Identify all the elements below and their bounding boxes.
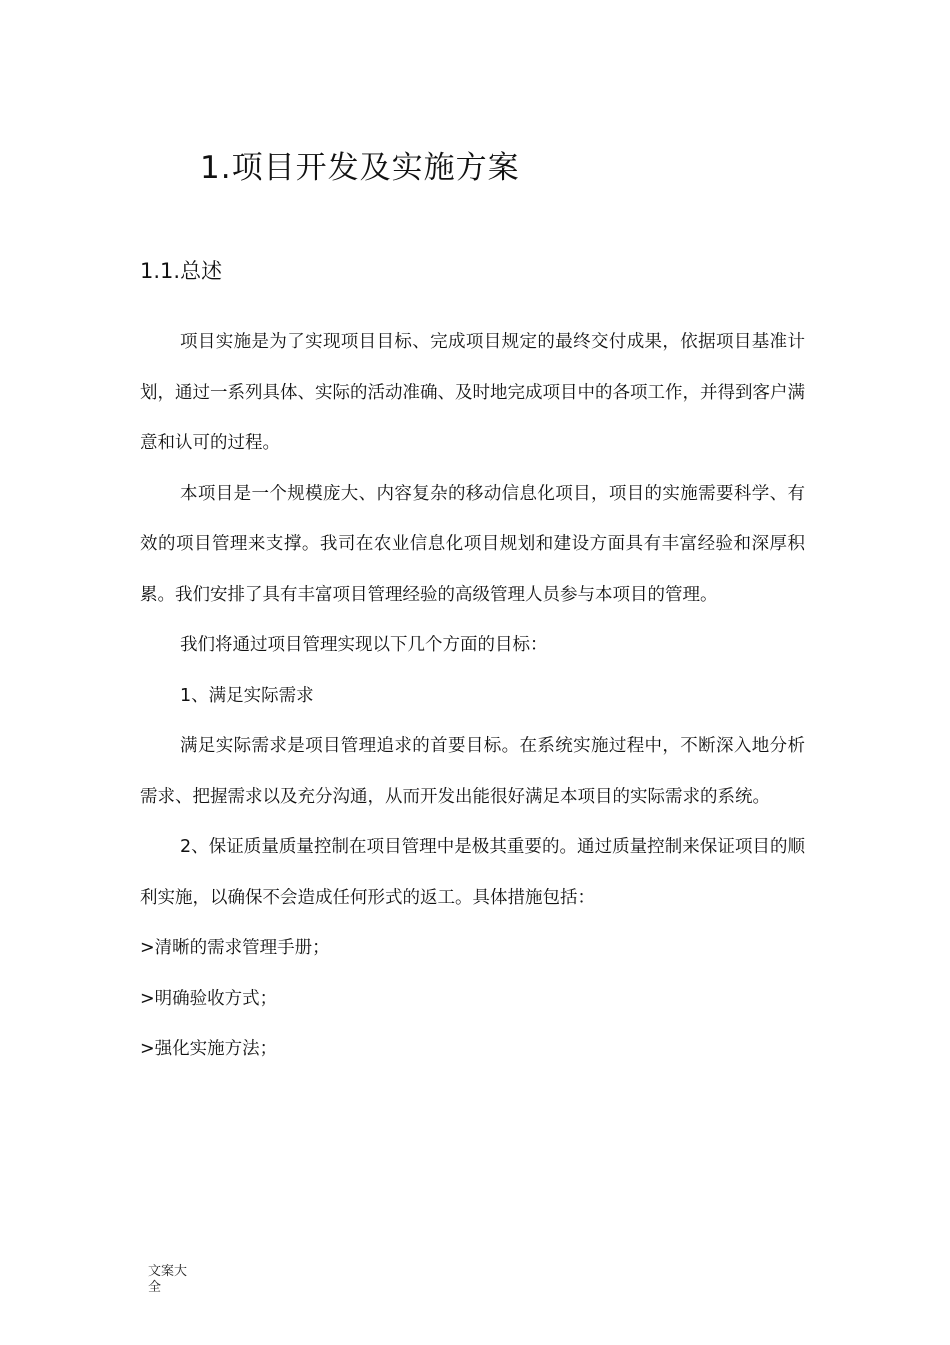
subsection-title: 1.1.总述	[140, 259, 223, 283]
paragraph-goals-intro: 我们将通过项目管理实现以下几个方面的目标：	[180, 635, 548, 655]
paragraph-goal-2: 2、保证质量质量控制在项目管理中是极其重要的。通过质量控制来保证项目的顺利实施，以确保不会造成任何形式的返工。具体措施包括：	[140, 837, 805, 908]
bullet-item: >强化实施方法；	[140, 1039, 278, 1059]
paragraph-overview: 项目实施是为了实现项目目标、完成项目规定的最终交付成果，依据项目基准计划，通过一系列具体、实际的活动准确、及时地完成项目中的各项工作，并得到客户满意和认可的过程。	[140, 332, 805, 453]
goal-heading-1: 1、满足实际需求	[180, 685, 314, 706]
section-title: 1.项目开发及实施方案	[200, 150, 520, 186]
bullet-item: >明确验收方式；	[140, 988, 278, 1009]
bullet-item: >清晰的需求管理手册；	[140, 938, 330, 958]
body-content	[140, 317, 805, 1075]
paragraph-goal-1: 满足实际需求是项目管理追求的首要目标。在系统实施过程中，不断深入地分析需求、把握需求以及充分沟通，从而开发出能很好满足本项目的实际需求的系统。	[140, 736, 805, 807]
footer-note: 文案大全	[148, 1264, 188, 1295]
paragraph-project-intro: 本项目是一个规模庞大、内容复杂的移动信息化项目，项目的实施需要科学、有效的项目管理来支撑。我司在农业信息化项目规划和建设方面具有丰富经验和深厚积累。我们安排了具有丰富项目管理经验的高级管理人员参与本项目的管理。	[140, 483, 805, 605]
